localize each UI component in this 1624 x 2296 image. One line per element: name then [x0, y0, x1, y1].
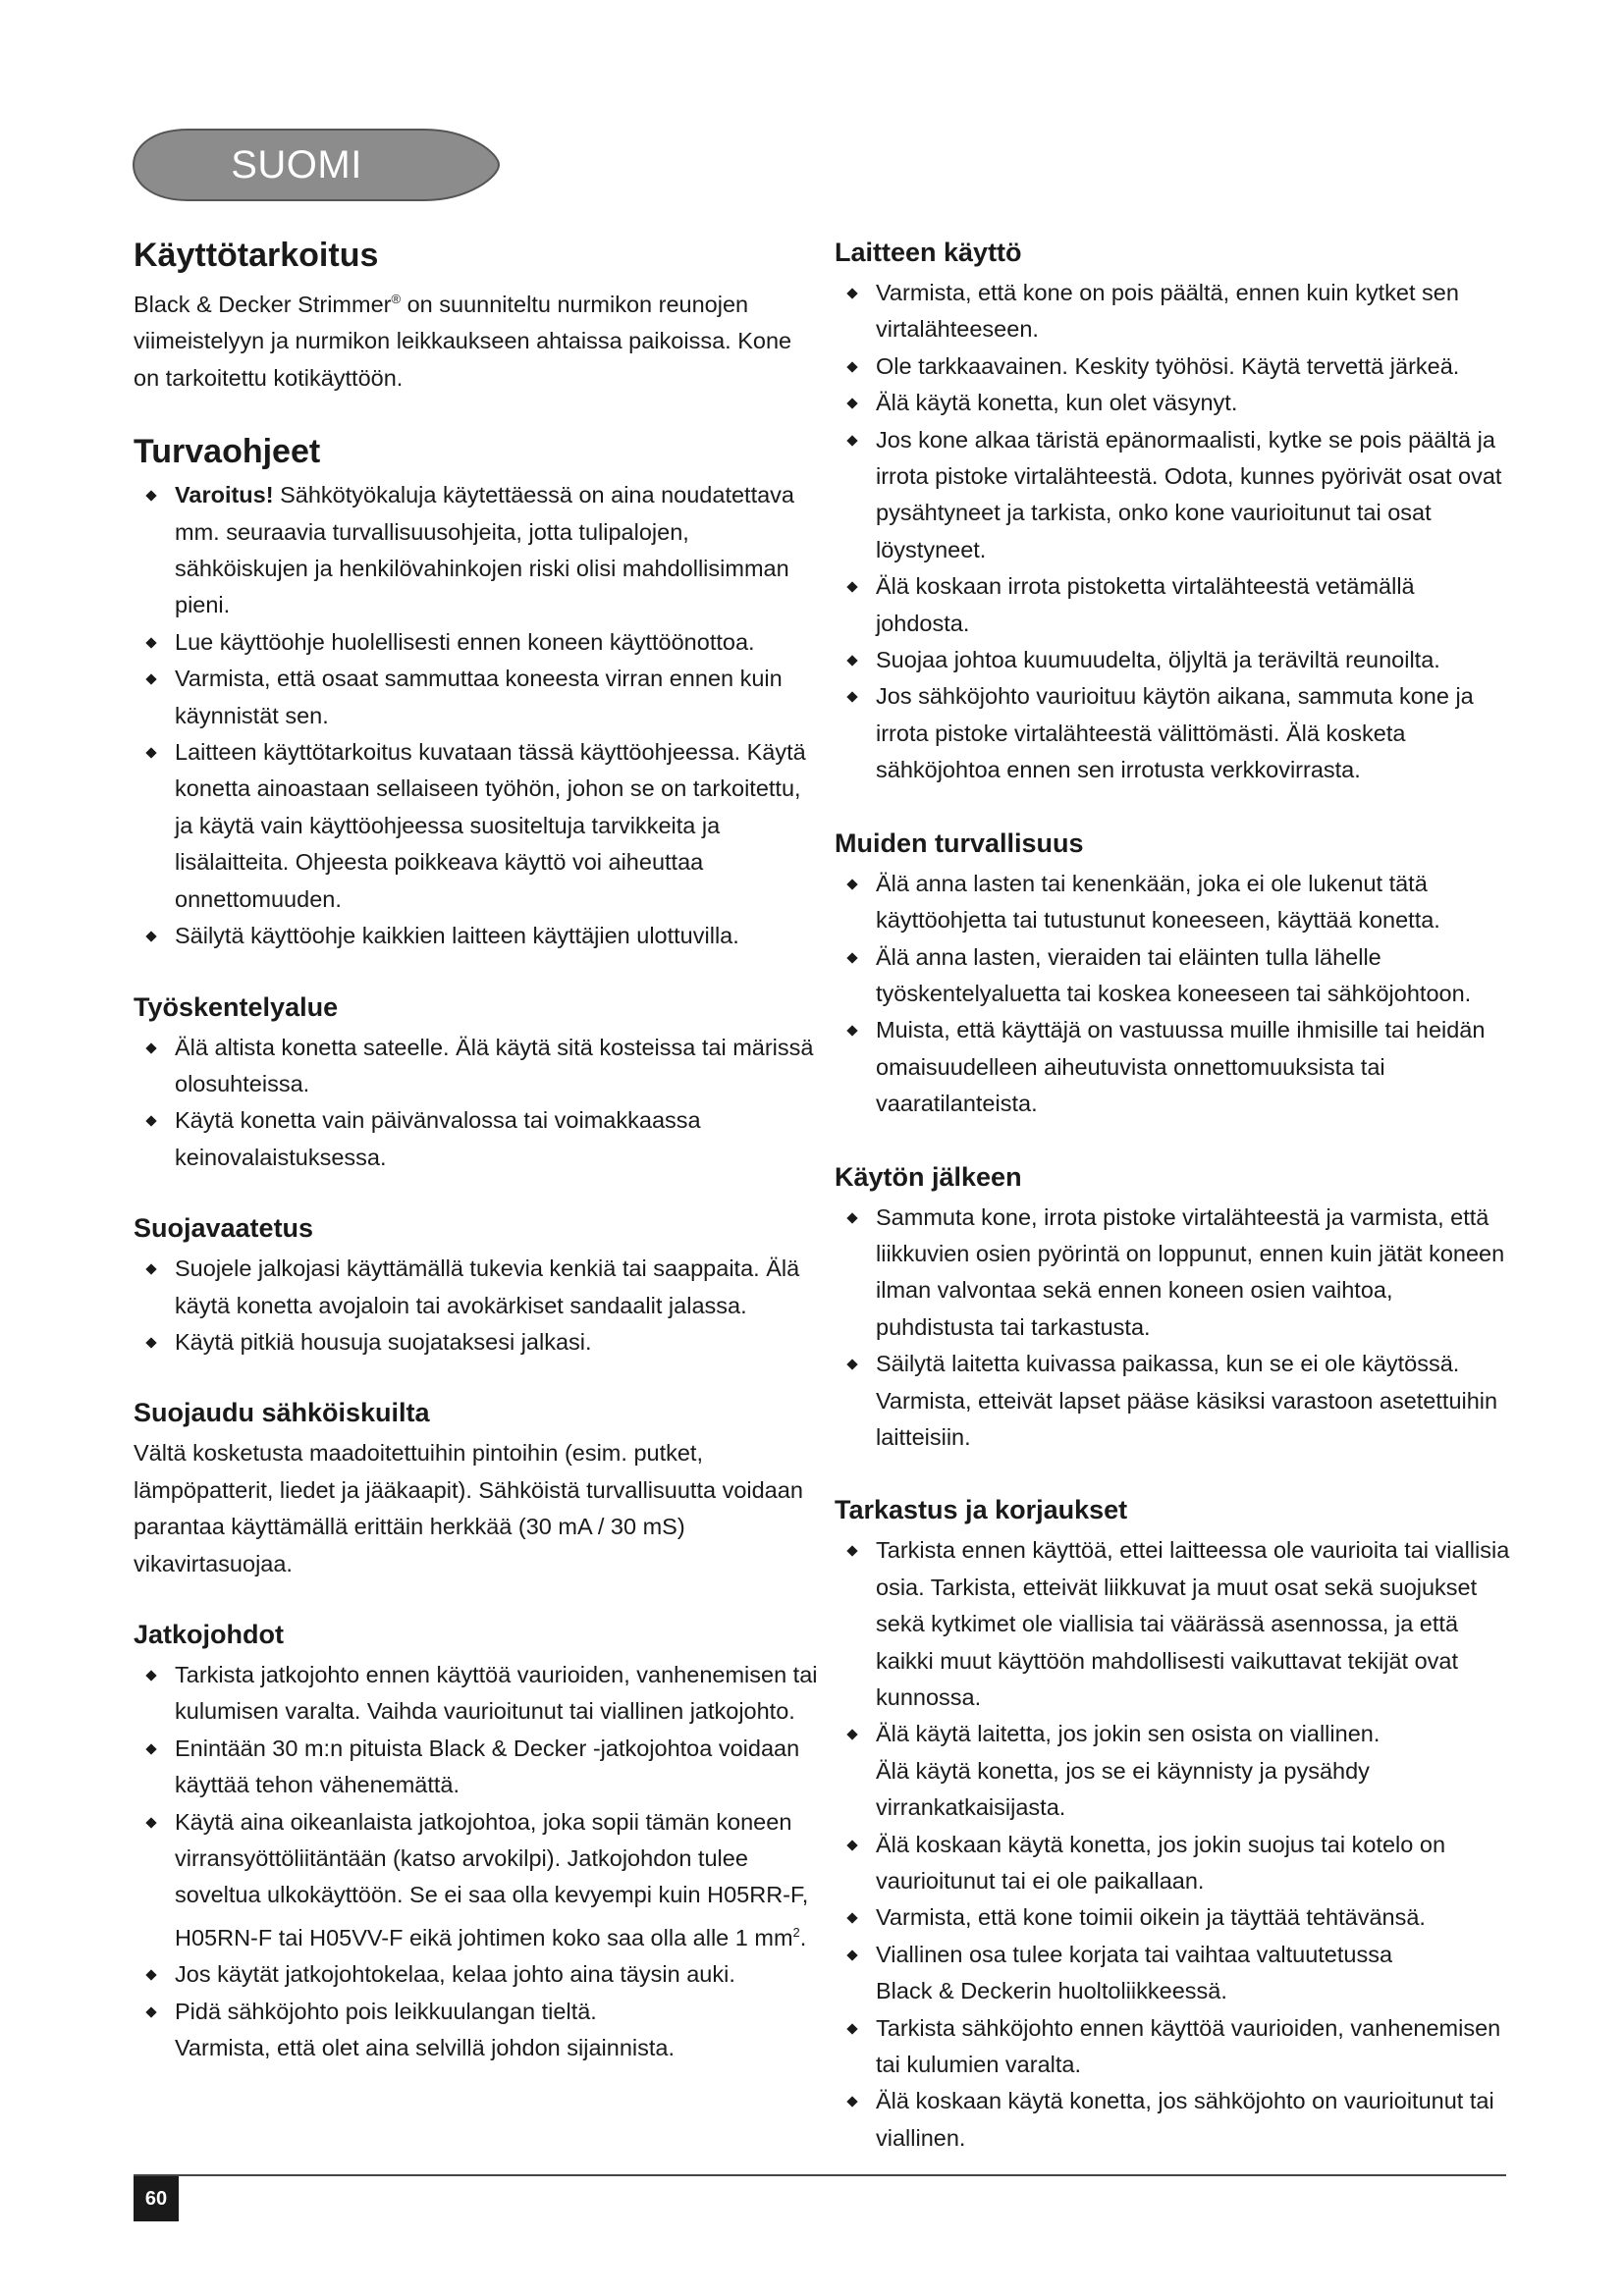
diamond-bullet-icon — [846, 1026, 857, 1037]
section-title: Työskentelyalue — [134, 991, 339, 1022]
section-title: Käytön jälkeen — [835, 1161, 1022, 1192]
bullet-list — [835, 866, 1512, 1123]
diamond-bullet-icon — [846, 288, 857, 298]
list-item-text-end: . — [799, 1924, 807, 1950]
list-item — [835, 422, 1512, 569]
list-item-text: Sammuta kone, irrota pistoke virtalähteestä ja varmista, että liikkuvien osien pyörintä on loppunut, ennen kuin jätät koneen ilman valvontaa sekä ennen koneen osien vaihtoa, puhdistusta tai tarkastusta. — [876, 1203, 1505, 1340]
diamond-bullet-icon — [846, 582, 857, 593]
diamond-bullet-icon — [846, 1913, 857, 1924]
section-title: Turvaohjeet — [134, 433, 321, 471]
section-title: Käyttötarkoitus — [134, 237, 379, 274]
list-item-text: Säilytä käyttöohje kaikkien laitteen käyttäjien ulottuvilla. — [175, 923, 739, 949]
diamond-bullet-icon — [145, 637, 156, 648]
section-title: Muiden turvallisuus — [835, 828, 1084, 858]
list-item — [134, 1994, 821, 2067]
list-item-text: Älä käytä konetta, jos se ei käynnisty ja pysähdy virrankatkaisijasta. — [876, 1757, 1370, 1821]
section-title: Tarkastus ja korjaukset — [835, 1495, 1128, 1525]
bullet-list — [134, 1030, 821, 1177]
list-item-text: Älä koskaan käytä konetta, jos sähköjohto on vaurioitunut tai viallinen. — [876, 2088, 1494, 2151]
section-title: Suojaudu sähköiskuilta — [134, 1398, 430, 1428]
diamond-bullet-icon — [846, 692, 857, 703]
intended-use-text-a: Black & Decker Strimmer — [134, 292, 392, 317]
diamond-bullet-icon — [846, 1359, 857, 1369]
section-title: Laitteen käyttö — [835, 238, 1022, 267]
list-item — [835, 678, 1512, 788]
list-item-text: Suojele jalkojasi käyttämällä tukevia kenkiä tai saappaita. Älä käytä konetta avojaloin tai avokärkiset sandaalit jalassa. — [175, 1255, 800, 1318]
diamond-bullet-icon — [145, 491, 156, 502]
bullet-list — [134, 1251, 821, 1361]
list-item-text: Älä anna lasten, vieraiden tai eläinten tulla lähelle työskentelyaluetta tai koskea koneeseen tai sähköjohtoon. — [876, 943, 1472, 1006]
section-jatkojohdot — [134, 1616, 821, 2066]
section-title: Jatkojohdot — [134, 1619, 284, 1649]
list-item — [835, 1200, 1512, 1347]
diamond-bullet-icon — [145, 1670, 156, 1681]
section-suojavaatetus — [134, 1209, 821, 1361]
list-item-text: Älä altista konetta sateelle. Älä käytä sitä kosteissa tai märissä olosuhteissa. — [175, 1034, 814, 1096]
list-item-text: Tarkista sähköjohto ennen käyttöä vaurioiden, vanhenemisen tai kulumien varalta. — [876, 2014, 1501, 2078]
list-item-text: Varmista, että olet aina selvillä johdon sijainnista. — [175, 2035, 676, 2061]
list-item — [835, 642, 1512, 678]
section-tarkastus — [835, 1491, 1512, 2157]
list-item-text: Ole tarkkaavainen. Keskity työhösi. Käytä tervettä järkeä. — [876, 352, 1460, 379]
list-item — [134, 918, 821, 954]
diamond-bullet-icon — [145, 1042, 156, 1053]
diamond-bullet-icon — [145, 747, 156, 758]
list-item-text: Varmista, että kone on pois päältä, ennen kuin kytket sen virtalähteeseen. — [876, 280, 1459, 343]
diamond-bullet-icon — [145, 1743, 156, 1754]
list-item — [835, 275, 1512, 348]
list-item — [134, 1731, 821, 1804]
diamond-bullet-icon — [145, 1116, 156, 1127]
diamond-bullet-icon — [145, 1970, 156, 1981]
list-item-text: Jos käytät jatkojohtokelaa, kelaa johto aina täysin auki. — [175, 1961, 735, 1988]
intended-use-text — [134, 281, 821, 397]
page-number: 60 — [134, 2176, 179, 2221]
list-item-text: Käytä pitkiä housuja suojataksesi jalkasi. — [175, 1328, 592, 1355]
diamond-bullet-icon — [145, 2006, 156, 2017]
footer-rule — [134, 2174, 1506, 2176]
list-item-text: Jos sähköjohto vaurioituu käytön aikana, sammuta kone ja irrota pistoke virtalähteestä välittömästi. Älä kosketa sähköjohtoa ennen sen irrotusta verkkovirrasta. — [876, 683, 1474, 783]
diamond-bullet-icon — [145, 1263, 156, 1274]
language-label: SUOMI — [231, 142, 362, 187]
list-item-text: Lue käyttöohje huolellisesti ennen koneen käyttöönottoa. — [175, 628, 755, 655]
list-item — [134, 1102, 821, 1176]
list-item-text: Älä koskaan käytä konetta, jos jokin suojus tai kotelo on vaurioitunut tai ei ole paikallaan. — [876, 1831, 1446, 1895]
list-item — [134, 1804, 821, 1957]
section-kayttotarkoitus — [134, 234, 821, 397]
list-item-text: Enintään 30 m:n pituista Black & Decker -jatkojohtoa voidaan käyttää tehon vähenemättä. — [175, 1735, 800, 1798]
list-item — [835, 1899, 1512, 1936]
diamond-bullet-icon — [145, 674, 156, 685]
bullet-list — [835, 275, 1512, 789]
list-item-text: Laitteen käyttötarkoitus kuvataan tässä käyttöohjeessa. Käytä konetta ainoastaan sellaiseen työhön, johon se on tarkoitettu, ja käytä vain käyttöohjeessa suositeltuja tarvikkeita ja lisälaitteita. Ohjeesta poikkeava käyttö voi aiheuttaa onnettomuuden. — [175, 739, 806, 912]
list-item — [835, 1346, 1512, 1456]
section-laitteen-kaytto — [835, 234, 1512, 789]
intended-use-text-b: on suunniteltu nurmikon reunojen viimeistelyyn ja nurmikon leikkaukseen ahtaissa paikoissa. Kone on tarkoitettu kotikäyttöön. — [134, 292, 792, 391]
list-item — [835, 1937, 1512, 2010]
list-item-text: Säilytä laitetta kuivassa paikassa, kun se ei ole käytössä. Varmista, etteivät lapset pääse käsiksi varastoon asetettuihin laitteisiin. — [876, 1351, 1498, 1450]
diamond-bullet-icon — [846, 1546, 857, 1557]
list-item-text: Suojaa johtoa kuumuudelta, öljyltä ja teräviltä reunoilta. — [876, 647, 1440, 673]
list-item-text: Käytä konetta vain päivänvalossa tai voimakkaassa keinovalaistuksessa. — [175, 1107, 701, 1170]
diamond-bullet-icon — [846, 1840, 857, 1850]
list-item-text: Älä käytä laitetta, jos jokin sen osista on viallinen. — [876, 1721, 1380, 1747]
left-column — [134, 234, 821, 2100]
language-tab — [130, 126, 503, 204]
warning-text: Sähkötyökaluja käytettäessä on aina noudatettava mm. seuraavia turvallisuusohjeita, jotta tulipalojen, sähköiskujen ja henkilövahinkojen riski olisi mahdollisimman pieni. — [175, 482, 794, 618]
list-item-text: Pidä sähköjohto pois leikkuulangan tieltä. — [175, 1998, 597, 2024]
list-item-text: Käytä aina oikeanlaista jatkojohtoa, joka sopii tämän koneen virransyöttöliitäntään (katso arvokilpi). Jatkojohdon tulee soveltua ulkokäyttöön. Se ei saa olla kevyempi kuin H05RR-F, H05RN-F tai H05VV-F eikä johtimen koko saa olla alle 1 mm — [175, 1808, 809, 1950]
electric-shock-text: Vältä kosketusta maadoitettuihin pintoihin (esim. putket, lämpöpatterit, liedet ja jääkaapit). Sähköistä turvallisuutta voidaan parantaa käyttämällä erittäin herkkää (30 mA / 30 mS) vikavirtasuojaa. — [134, 1440, 803, 1576]
list-item — [134, 624, 821, 661]
list-item-text: Tarkista jatkojohto ennen käyttöä vaurioiden, vanhenemisen tai kulumisen varalta. Vaihda vaurioitunut tai viallinen jatkojohto. — [175, 1661, 818, 1725]
list-item-text: Muista, että käyttäjä on vastuussa muille ihmisille tai heidän omaisuudelleen aiheutuvista onnettomuuksista tai vaaratilanteista. — [876, 1017, 1486, 1117]
list-item — [835, 1012, 1512, 1122]
list-item — [835, 385, 1512, 421]
diamond-bullet-icon — [145, 931, 156, 941]
list-item — [134, 734, 821, 918]
diamond-bullet-icon — [846, 879, 857, 889]
section-tyoskentelyalue — [134, 988, 821, 1177]
list-item — [835, 568, 1512, 642]
diamond-bullet-icon — [846, 2097, 857, 2108]
list-item — [134, 1030, 821, 1103]
list-item — [134, 1324, 821, 1361]
bullet-list — [134, 477, 821, 954]
diamond-bullet-icon — [846, 1730, 857, 1740]
list-item — [835, 1532, 1512, 1716]
list-item — [835, 2010, 1512, 2084]
warning-lead: Varoitus! — [175, 482, 274, 508]
diamond-bullet-icon — [846, 361, 857, 372]
diamond-bullet-icon — [846, 1212, 857, 1223]
list-item-text: Varmista, että kone toimii oikein ja täyttää tehtävänsä. — [876, 1904, 1426, 1931]
bullet-list — [134, 1657, 821, 2066]
superscript-two: 2 — [792, 1924, 800, 1940]
list-item-text: Viallinen osa tulee korjata tai vaihtaa valtuutetussa — [876, 1941, 1393, 1967]
diamond-bullet-icon — [846, 435, 857, 446]
list-item — [835, 1716, 1512, 1826]
section-kayton-jalkeen — [835, 1158, 1512, 1457]
diamond-bullet-icon — [846, 952, 857, 963]
list-item — [835, 2083, 1512, 2157]
bullet-list — [835, 1200, 1512, 1457]
list-item-text: Black & Deckerin huoltoliikkeessä. — [876, 1978, 1227, 2004]
diamond-bullet-icon — [846, 2023, 857, 2034]
list-item — [134, 1251, 821, 1324]
diamond-bullet-icon — [846, 655, 857, 666]
list-item — [134, 1956, 821, 1993]
section-muiden-turvallisuus — [835, 825, 1512, 1123]
diamond-bullet-icon — [145, 1337, 156, 1348]
list-item-text: Älä käytä konetta, kun olet väsynyt. — [876, 390, 1238, 416]
list-item-text: Tarkista ennen käyttöä, ettei laitteessa ole vaurioita tai viallisia osia. Tarkista, etteivät liikkuvat ja muut osat sekä suojukset sekä kytkimet ole viallisia tai väärässä asennossa, ja että kaikki muut käyttöön mahdollisesti vaikuttavat tekijät ovat kunnossa. — [876, 1537, 1510, 1710]
list-item — [134, 661, 821, 734]
list-item-text: Varmista, että osaat sammuttaa koneesta virran ennen kuin käynnistät sen. — [175, 666, 783, 728]
diamond-bullet-icon — [145, 1817, 156, 1828]
bullet-list — [835, 1532, 1512, 2157]
list-item-text: Älä koskaan irrota pistoketta virtalähteestä vetämällä johdosta. — [876, 573, 1415, 636]
diamond-bullet-icon — [846, 399, 857, 409]
list-item — [835, 348, 1512, 385]
registered-mark: ® — [391, 292, 402, 306]
diamond-bullet-icon — [846, 1949, 857, 1960]
section-suojaudu — [134, 1394, 821, 1582]
list-item — [835, 866, 1512, 939]
list-item-text: Jos kone alkaa täristä epänormaalisti, kytke se pois päältä ja irrota pistoke virtalähteestä. Odota, kunnes pyörivät osat ovat pysähtyneet ja tarkista, onko kone vaurioitunut tai osat löystyneet. — [876, 426, 1502, 562]
list-item — [835, 1827, 1512, 1900]
list-item — [134, 477, 821, 624]
section-turvaohjeet — [134, 430, 821, 954]
list-item — [835, 939, 1512, 1013]
list-item-text: Älä anna lasten tai kenenkään, joka ei ole lukenut tätä käyttöohjetta tai tutustunut koneeseen, käyttää konetta. — [876, 870, 1440, 934]
section-title: Suojavaatetus — [134, 1213, 314, 1244]
right-column — [835, 234, 1512, 2192]
list-item — [134, 1657, 821, 1731]
